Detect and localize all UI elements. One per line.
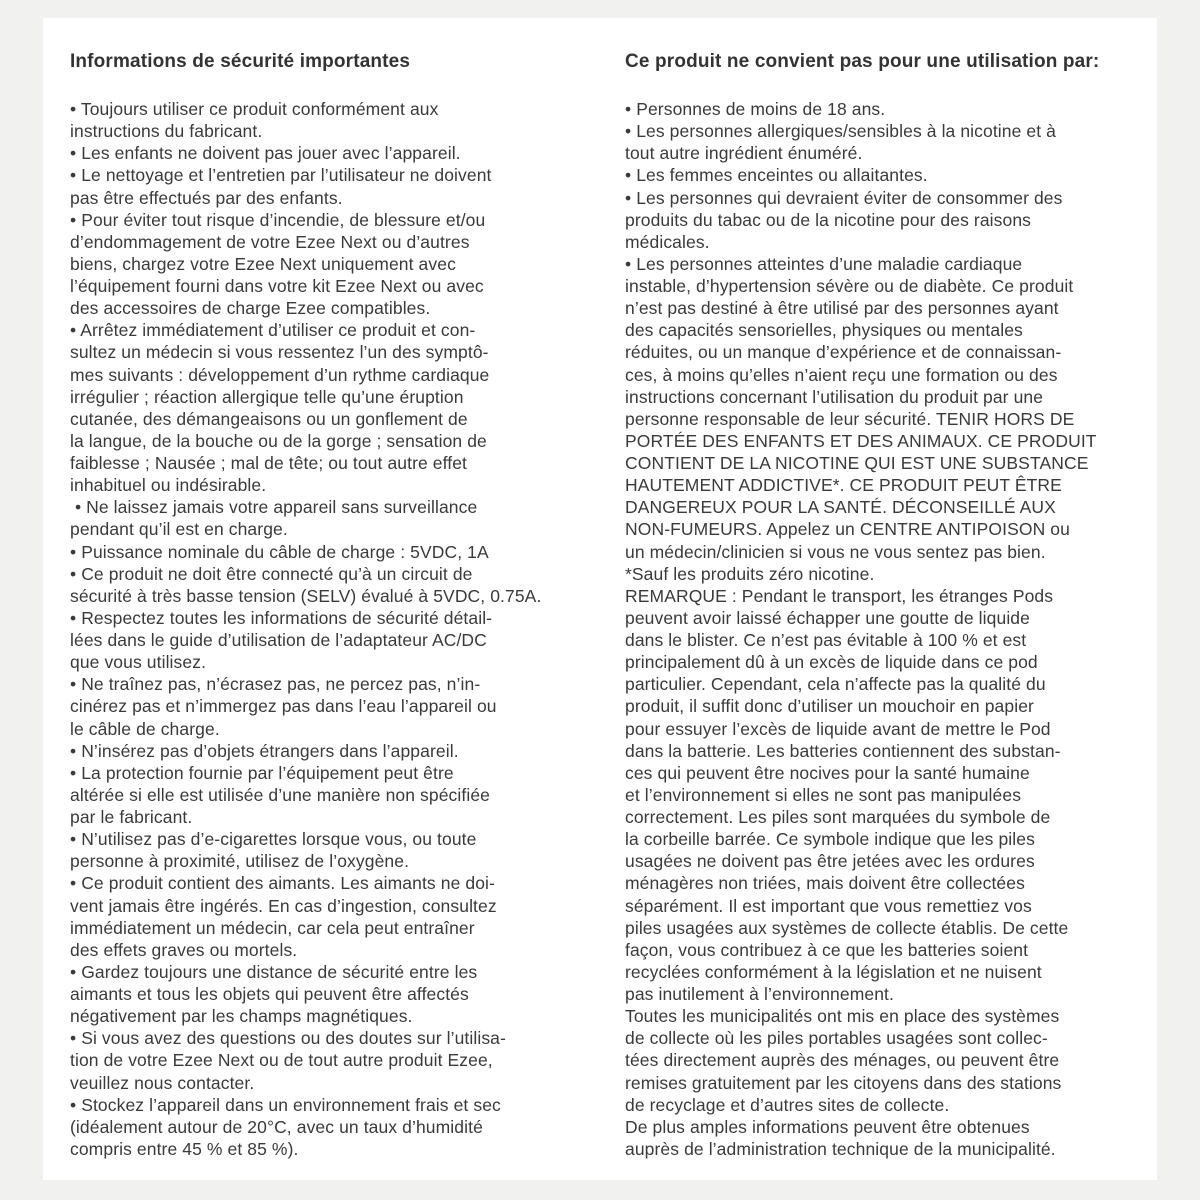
text-line: altérée si elle est utilisée d’une manière non spécifiée <box>70 784 491 805</box>
text-line: que vous utilisez. <box>70 652 207 673</box>
right-column <box>625 18 1150 1180</box>
text-line: personne responsable de leur sécurité. TENIR HORS DE <box>625 408 1075 429</box>
text-line: • Les personnes atteintes d’une maladie cardiaque <box>625 253 1023 274</box>
text-line: • Arrêtez immédiatement d’utiliser ce produit et con- <box>70 320 476 341</box>
text-line: irrégulier ; réaction allergique telle qu’une éruption <box>70 386 464 407</box>
text-line: NON-FUMEURS. Appelez un CENTRE ANTIPOISON ou <box>625 519 1070 540</box>
text-line: • Les personnes allergiques/sensibles à la nicotine et à <box>625 121 1057 142</box>
text-line: auprès de l’administration technique de la municipalité. <box>625 1138 1056 1159</box>
text-line: produits du tabac ou de la nicotine pour des raisons <box>625 209 1032 230</box>
text-line: • Ce produit ne doit être connecté qu’à un circuit de <box>70 563 473 584</box>
text-line: *Sauf les produits zéro nicotine. <box>625 563 875 584</box>
text-line: pendant qu’il est en charge. <box>70 519 288 540</box>
text-line: Toutes les municipalités ont mis en place des systèmes <box>625 1006 1060 1027</box>
text-line: la corbeille barrée. Ce symbole indique que les piles <box>625 829 1035 850</box>
text-line: mes suivants : développement d’un rythme cardiaque <box>70 364 490 385</box>
text-line: n’est pas destiné à être utilisé par des personnes ayant <box>625 298 1059 319</box>
text-line: façon, vous contribuez à ce que les batteries soient <box>625 939 1029 960</box>
text-line: dans le blister. Ce n’est pas évitable à 100 % et est <box>625 630 1027 650</box>
text-line: REMARQUE : Pendant le transport, les étranges Pods <box>625 585 1054 606</box>
safety-info-sheet <box>43 18 1157 1180</box>
text-line: tées directement auprès des ménages, ou peuvent être <box>625 1050 1060 1071</box>
text-line: • Les personnes qui devraient éviter de consommer des <box>625 187 1063 208</box>
text-line: cinérez pas et n’immergez pas dans l’eau l’appareil ou <box>70 696 497 717</box>
text-line: • Puissance nominale du câble de charge : 5VDC, 1A <box>70 541 489 562</box>
left-column <box>70 18 615 1180</box>
text-line: l’équipement fourni dans votre kit Ezee Next ou avec <box>70 276 484 296</box>
left-column-heading: Informations de sécurité importantes <box>70 51 411 72</box>
text-line: d’endommagement de votre Ezee Next ou d’autres <box>70 231 470 252</box>
text-line: De plus amples informations peuvent être obtenues <box>625 1116 1030 1137</box>
text-line: lées dans le guide d’utilisation de l’adaptateur AC/DC <box>70 630 487 650</box>
right-column-heading: Ce produit ne convient pas pour une utilisation par: <box>625 51 1100 72</box>
text-line: dans la batterie. Les batteries contiennent des substan- <box>625 740 1061 761</box>
text-line: pas être effectués par des enfants. <box>70 187 343 208</box>
text-line: des accessoires de charge Ezee compatibles. <box>70 298 431 319</box>
text-line: • La protection fournie par l’équipement peut être <box>70 762 454 783</box>
text-line: • N’utilisez pas d’e-cigarettes lorsque vous, ou toute <box>70 829 477 850</box>
text-line: • N’insérez pas d’objets étrangers dans l’appareil. <box>70 740 459 761</box>
text-line: un médecin/clinicien si vous ne vous sentez pas bien. <box>625 541 1046 562</box>
text-line: et l’environnement si elles ne sont pas manipulées <box>625 784 1022 805</box>
text-line: • Personnes de moins de 18 ans. <box>625 99 886 119</box>
text-line: remises gratuitement par les citoyens dans des stations <box>625 1072 1062 1093</box>
text-line: (idéalement autour de 20°C, avec un taux d’humidité <box>70 1116 483 1137</box>
text-line: ménagères non triées, mais doivent être collectées <box>625 873 1025 894</box>
text-line: immédiatement un médecin, car cela peut entraîner <box>70 917 475 938</box>
text-line: faiblesse ; Nausée ; mal de tête; ou tout autre effet <box>70 453 468 473</box>
text-line: vent jamais être ingérés. En cas d’ingestion, consultez <box>70 895 497 916</box>
text-line: pour essuyer l’excès de liquide avant de mettre le Pod <box>625 718 1051 739</box>
text-line: négativement par les champs magnétiques. <box>70 1006 413 1027</box>
text-line: PORTÉE DES ENFANTS ET DES ANIMAUX. CE PRODUIT <box>625 430 1097 451</box>
text-line: réduites, ou un manque d’expérience et de connaissan- <box>625 342 1062 363</box>
text-line: inhabituel ou indésirable. <box>70 475 267 496</box>
text-line: principalement dû à un excès de liquide dans ce pod <box>625 652 1038 673</box>
text-line: recyclées conformément à la législation et ne nuisent <box>625 961 1042 982</box>
text-line: • Stockez l’appareil dans un environnement frais et sec <box>70 1094 501 1115</box>
text-line: le câble de charge. <box>70 718 220 739</box>
text-line: • Ne laissez jamais votre appareil sans surveillance <box>70 497 478 518</box>
text-line: de recyclage et d’autres sites de collecte. <box>625 1094 950 1115</box>
text-line: particulier. Cependant, cela n’affecte pas la qualité du <box>625 674 1046 695</box>
text-line: des effets graves ou mortels. <box>70 939 298 960</box>
text-line: tion de votre Ezee Next ou de tout autre produit Ezee, <box>70 1050 493 1071</box>
text-line: peuvent avoir laissé échapper une goutte de liquide <box>625 607 1030 628</box>
text-line: personne à proximité, utilisez de l’oxygène. <box>70 851 410 872</box>
text-line: HAUTEMENT ADDICTIVE*. CE PRODUIT PEUT ÊTRE <box>625 475 1062 496</box>
text-line: instructions du fabricant. <box>70 121 263 142</box>
text-line: • Ce produit contient des aimants. Les aimants ne doi- <box>70 873 495 894</box>
text-line: • Si vous avez des questions ou des doutes sur l’utilisa- <box>70 1028 506 1049</box>
text-line: aimants et tous les objets qui peuvent être affectés <box>70 984 469 1004</box>
text-line: biens, chargez votre Ezee Next uniquement avec <box>70 253 456 274</box>
text-line: correctement. Les piles sont marquées du symbole de <box>625 807 1051 827</box>
text-line: ces qui peuvent être nocives pour la santé humaine <box>625 762 1030 783</box>
text-line: sultez un médecin si vous ressentez l’un des symptô- <box>70 342 489 363</box>
text-line: • Les femmes enceintes ou allaitantes. <box>625 165 928 186</box>
text-line: • Gardez toujours une distance de sécurité entre les <box>70 961 478 982</box>
text-line: séparément. Il est important que vous remettiez vos <box>625 895 1032 916</box>
text-line: • Toujours utiliser ce produit conformément aux <box>70 99 439 119</box>
text-line: de collecte où les piles portables usagées sont collec- <box>625 1028 1048 1049</box>
text-line: par le fabricant. <box>70 807 193 827</box>
text-line: CONTIENT DE LA NICOTINE QUI EST UNE SUBSTANCE <box>625 453 1089 473</box>
text-line: tout autre ingrédient énuméré. <box>625 143 863 164</box>
text-line: cutanée, des démangeaisons ou un gonflement de <box>70 408 468 429</box>
text-line: produit, il suffit donc d’utiliser un mouchoir en papier <box>625 696 1034 717</box>
text-line: usagées ne doivent pas être jetées avec les ordures <box>625 851 1035 872</box>
text-line: DANGEREUX POUR LA SANTÉ. DÉCONSEILLÉ AUX <box>625 497 1056 518</box>
text-line: la langue, de la bouche ou de la gorge ; sensation de <box>70 430 487 451</box>
text-line: • Respectez toutes les informations de sécurité détail- <box>70 607 493 628</box>
text-line: médicales. <box>625 231 710 252</box>
text-line: des capacités sensorielles, physiques ou mentales <box>625 320 1023 341</box>
text-line: instructions concernant l’utilisation du produit par une <box>625 386 1044 407</box>
right-column-text <box>625 98 1150 1160</box>
text-line: • Le nettoyage et l’entretien par l’utilisateur ne doivent <box>70 165 492 186</box>
text-line: compris entre 45 % et 85 %). <box>70 1138 299 1159</box>
text-line: sécurité à très basse tension (SELV) évalué à 5VDC, 0.75A. <box>70 585 542 606</box>
text-line: pas inutilement à l’environnement. <box>625 984 894 1004</box>
left-column-text <box>70 98 615 1160</box>
text-line: ces, à moins qu’elles n’aient reçu une formation ou des <box>625 364 1058 385</box>
text-line: • Les enfants ne doivent pas jouer avec l’appareil. <box>70 143 461 164</box>
text-line: • Ne traînez pas, n’écrasez pas, ne percez pas, n’in- <box>70 674 481 695</box>
text-line: • Pour éviter tout risque d’incendie, de blessure et/ou <box>70 209 486 230</box>
text-line: piles usagées aux systèmes de collecte établis. De cette <box>625 917 1069 938</box>
text-line: instable, d’hypertension sévère ou de diabète. Ce produit <box>625 276 1074 296</box>
text-line: veuillez nous contacter. <box>70 1072 255 1093</box>
